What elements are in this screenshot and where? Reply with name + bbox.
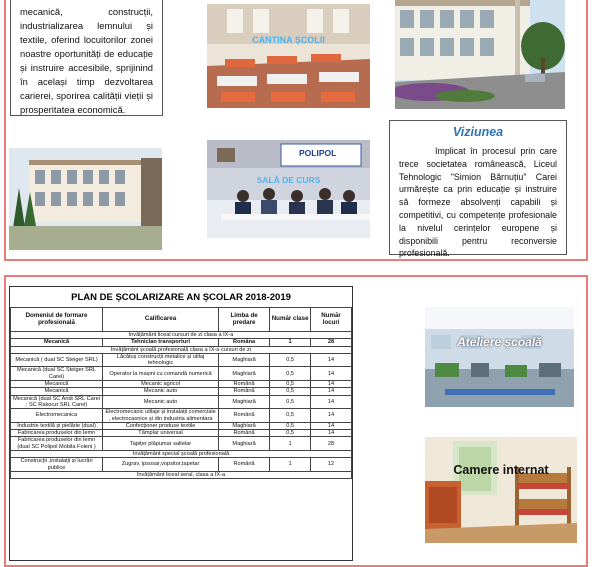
camere-photo (425, 437, 577, 543)
plan-row (11, 367, 352, 381)
sala-caption: SALĂ DE CURS (256, 175, 321, 185)
ateliere-caption: Ateliere școală (457, 335, 542, 349)
cell-classes: 0,5 (270, 409, 311, 423)
plan-row (11, 388, 352, 395)
cell-classes: 0,5 (270, 430, 311, 437)
cell-language: Română (219, 409, 270, 423)
header-domain: Domeniul de formare profesională (11, 308, 103, 332)
plan-row (11, 381, 352, 388)
cell-domain: Industrie textilă și pielărie (dual) (11, 422, 103, 429)
polipol-logo-text: POLIPOL (299, 148, 337, 158)
plan-section-row (11, 451, 352, 458)
cell-language: Română (219, 458, 270, 472)
cell-language: Română (219, 430, 270, 437)
cell-qualification: Mecanic agricol (103, 381, 219, 388)
plan-section-label: Învățământ școală profesională clasa a IX-a cursuri de zi (11, 346, 352, 353)
cell-places: 14 (311, 381, 352, 388)
classroom-photo (207, 140, 370, 238)
plan-table-container (9, 286, 353, 561)
cantina-caption: CANTINA ȘCOLII (252, 35, 325, 45)
header-qualification: Calificarea (103, 308, 219, 332)
cell-domain: Construcții ,instalații și lucrări publice (11, 458, 103, 472)
cell-places: 28 (311, 339, 352, 346)
cell-language: Română (219, 388, 270, 395)
plan-title: PLAN DE ȘCOLARIZARE AN ȘCOLAR 2018-2019 (71, 292, 291, 303)
school-building-photo (395, 0, 565, 109)
cell-qualification: Tapițer plăpumar saltelar (103, 437, 219, 451)
cell-places: 14 (311, 388, 352, 395)
plan-section-label: Învățământ special școală profesională (11, 451, 352, 458)
viziunea-title: Viziunea (452, 125, 504, 139)
cell-places: 14 (311, 353, 352, 367)
cell-qualification: Zugrav, ipsosar,vopsitor,tapetar (103, 458, 219, 472)
cell-places: 14 (311, 395, 352, 409)
cell-language: Maghiară (219, 353, 270, 367)
cell-domain: Fabricarea produselor din lemn (dual SC Polipol Mobila Foleni ) (11, 437, 103, 451)
cell-places: 28 (311, 437, 352, 451)
cell-language: Româna (219, 339, 270, 346)
cell-places: 12 (311, 458, 352, 472)
plan-row (11, 422, 352, 429)
plan-table (10, 307, 352, 479)
cell-domain: Mecanică (dual SC Andi SRL Carei ; SC Rakoczi SRL Carei) (11, 395, 103, 409)
cell-domain: Mecanică (11, 381, 103, 388)
cantina-photo (207, 4, 370, 108)
plan-row (11, 395, 352, 409)
cell-places: 14 (311, 430, 352, 437)
cell-places: 14 (311, 422, 352, 429)
cell-classes: 0,5 (270, 353, 311, 367)
plan-header-row (11, 308, 352, 332)
plan-section-label: Învățământ liceal seral, clasa a IX-a (11, 471, 352, 478)
cell-qualification: Tâmplar universal (103, 430, 219, 437)
cell-classes: 1 (270, 458, 311, 472)
intro-text-box (10, 0, 163, 116)
viziunea-text: Implicat în procesul prin care trece societatea românească, Liceul Tehnologic "Simion Bărnuțiu" Carei urmărește ca prin educație și instruire să formeze absolvenți capabili și competitivi, cu competențe profesionale la nivelul cerințelor europene și disponibili pentru reconversie profesională. (399, 146, 557, 259)
cell-language: Română (219, 381, 270, 388)
cell-places: 14 (311, 409, 352, 423)
intro-text: mecanică, construcții, industrializarea lemnului și textile, oferind locuitorilor zonei noastre oportunități de educație și instruire accesibile, sprijinind în același timp dezvoltarea carierei, sporirea calității vieții și prosperitatea economică. (20, 6, 153, 115)
cell-classes: 1 (270, 437, 311, 451)
cell-qualification: Operator la mașini cu comandă numerică (103, 367, 219, 381)
cell-domain: Fabricarea produselor din lemn (11, 430, 103, 437)
header-places: Număr locuri (311, 308, 352, 332)
plan-section-row (11, 332, 352, 339)
cell-domain: Mecanică (11, 388, 103, 395)
cell-qualification: Lăcătuș construcții metalice și utilaj tehnologic (103, 353, 219, 367)
plan-section-label: Învățământ liceal cursuri de zi clasa a IX-a (11, 332, 352, 339)
cell-classes: 1 (270, 339, 311, 346)
cell-language: Maghiară (219, 367, 270, 381)
old-building-photo (9, 148, 162, 250)
plan-row (11, 339, 352, 346)
cell-qualification: Mecanic auto (103, 395, 219, 409)
cell-domain: Mecanică (11, 339, 103, 346)
cell-language: Maghiară (219, 437, 270, 451)
cell-qualification: Electromecanic utilaje și instalații comerciale , electrocasnice și din industria alimentara (103, 409, 219, 423)
cell-domain: Mecanică (dual SC Steiger SRL Carei) (11, 367, 103, 381)
cell-classes: 0,5 (270, 381, 311, 388)
cell-language: Maghiară (219, 422, 270, 429)
cell-qualification: Tehnician transporturi (103, 339, 219, 346)
cell-classes: 0,5 (270, 388, 311, 395)
cell-classes: 0,5 (270, 395, 311, 409)
plan-row (11, 353, 352, 367)
cell-qualification: Confecționer produse textile (103, 422, 219, 429)
plan-row (11, 458, 352, 472)
header-classes: Număr clase (270, 308, 311, 332)
cell-language: Maghiară (219, 395, 270, 409)
plan-row (11, 437, 352, 451)
cell-classes: 0,5 (270, 422, 311, 429)
viziunea-box (389, 120, 567, 259)
plan-section-row (11, 471, 352, 478)
ateliere-photo (425, 307, 574, 407)
cell-qualification: Mecanic auto (103, 388, 219, 395)
camere-caption: Camere internat (453, 463, 549, 477)
cell-classes: 0,5 (270, 367, 311, 381)
plan-row (11, 409, 352, 423)
polipol-logo (299, 148, 336, 158)
header-language: Limba de predare (219, 308, 270, 332)
cell-domain: Electromecanica (11, 409, 103, 423)
cell-places: 14 (311, 367, 352, 381)
plan-section-row (11, 346, 352, 353)
cell-domain: Mecanică ( dual SC Steiger SRL) (11, 353, 103, 367)
plan-row (11, 430, 352, 437)
